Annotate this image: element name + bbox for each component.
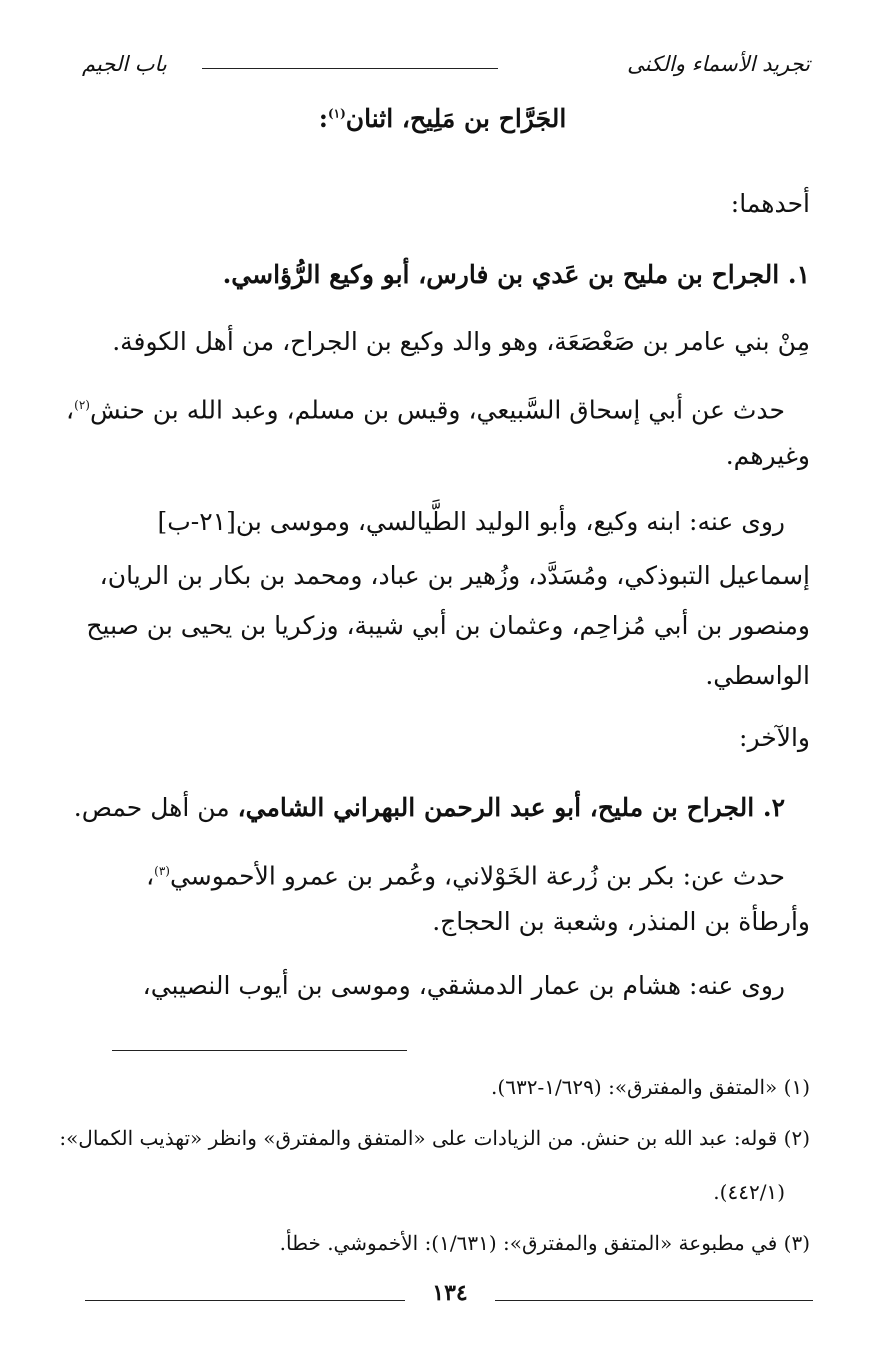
page-number: ١٣٤ bbox=[432, 1280, 468, 1306]
first-label: أحدهما: bbox=[730, 189, 810, 218]
entry-2-title-rest: من أهل حمص. bbox=[73, 793, 238, 822]
footer-rule-right bbox=[495, 1300, 813, 1301]
entry-2-line-2: وأرطأة بن المنذر، وشعبة بن الحجاج. bbox=[432, 907, 810, 936]
entry-1-line-4: روى عنه: ابنه وكيع، وأبو الوليد الطَّيالسي، وموسى بن[٢١-ب] bbox=[157, 507, 785, 536]
entry-2-line-1-comma: ، bbox=[146, 861, 155, 891]
entry-1-line-2-comma: ، bbox=[66, 395, 75, 425]
entry-2-title-name: ٢. الجراح بن مليح، أبو عبد الرحمن البهراني الشامي، bbox=[237, 793, 785, 822]
running-header bbox=[82, 48, 810, 88]
footnote-ref-2: (٢) bbox=[74, 398, 90, 412]
entry-heading-colon: : bbox=[318, 104, 328, 133]
footnote-ref-3: (٣) bbox=[154, 864, 170, 878]
entry-2-line-1 bbox=[75, 851, 785, 896]
second-label: والآخر: bbox=[739, 723, 810, 752]
entry-1-line-1: مِنْ بني عامر بن صَعْصَعَة، وهو والد وكيع بن الجراح، من أهل الكوفة. bbox=[112, 327, 810, 356]
entry-1-line-3: وغيرهم. bbox=[725, 441, 810, 470]
entry-2-line-1-text: حدث عن: بكر بن زُرعة الخَوْلاني، وعُمر بن عمرو الأحموسي bbox=[169, 861, 785, 891]
entry-1-line-2 bbox=[66, 385, 785, 430]
header-rule bbox=[202, 68, 498, 69]
entry-1-line-6: ومنصور بن أبي مُزاحِم، وعثمان بن أبي شيبة، وزكريا بن يحيى بن صبيح bbox=[86, 611, 810, 640]
entry-1-title: ١. الجراح بن مليح بن عَدي بن فارس، أبو وكيع الرُّؤاسي. bbox=[222, 260, 810, 289]
entry-1-line-5: إسماعيل التبوذكي، ومُسَدَّد، وزُهير بن عباد، ومحمد بن بكار بن الريان، bbox=[99, 561, 810, 590]
footnote-2-line-1: (٢) قوله: عبد الله بن حنش. من الزيادات على «المتفق والمفترق» وانظر «تهذيب الكمال»: bbox=[59, 1126, 810, 1150]
footnote-1: (١) «المتفق والمفترق»: (١/٦٢٩-٦٣٢). bbox=[491, 1075, 810, 1099]
chapter-title: باب الجيم bbox=[82, 52, 167, 76]
footnote-3: (٣) في مطبوعة «المتفق والمفترق»: (١/٦٣١): الأخموشي. خطأ. bbox=[279, 1231, 810, 1255]
footnote-ref-1: (١) bbox=[327, 106, 346, 121]
entry-heading bbox=[0, 104, 885, 133]
entry-heading-text: الجَرَّاح بن مَلِيح، اثنان bbox=[345, 104, 567, 133]
footnote-separator bbox=[112, 1050, 407, 1051]
entry-1-line-7: الواسطي. bbox=[705, 661, 810, 690]
entry-2-title bbox=[75, 788, 785, 828]
footer-rule-left bbox=[85, 1300, 405, 1301]
book-title: تجريد الأسماء والكنى bbox=[627, 52, 810, 76]
entry-2-line-3: روى عنه: هشام بن عمار الدمشقي، وموسى بن أيوب النصيبي، bbox=[142, 971, 785, 1000]
entry-1-line-2-text: حدث عن أبي إسحاق السَّبيعي، وقيس بن مسلم، وعبد الله بن حنش bbox=[89, 395, 785, 425]
footnote-2-line-2: (٤٤٢/١). bbox=[713, 1180, 785, 1204]
